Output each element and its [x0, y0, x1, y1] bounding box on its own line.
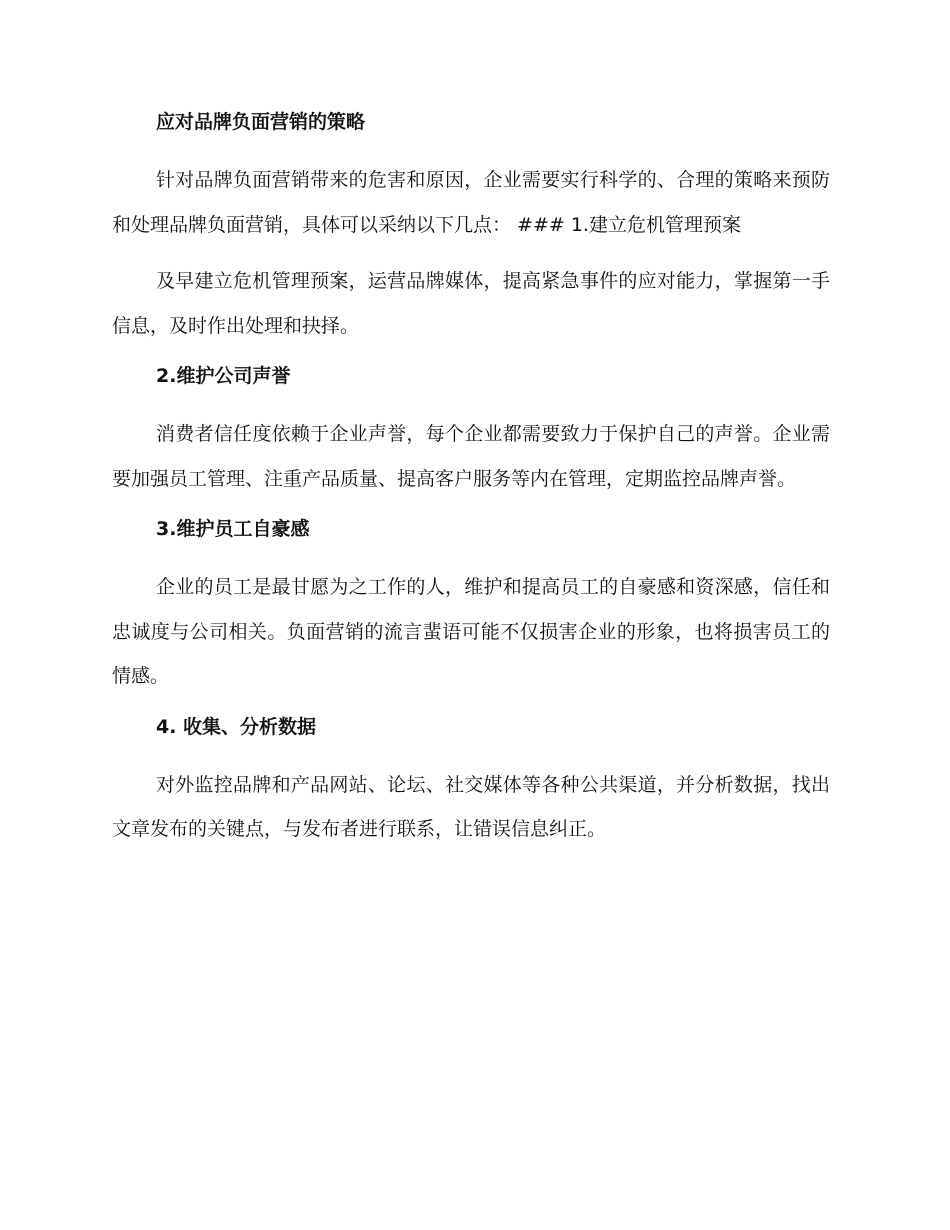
paragraph-crisis-plan: 及早建立危机管理预案，运营品牌媒体，提高紧急事件的应对能力，掌握第一手信息，及时作出处理和抉择。	[112, 270, 830, 337]
paragraph-employee-pride: 企业的员工是最甘愿为之工作的人，维护和提高员工的自豪感和资深感，信任和忠诚度与公司相关。负面营销的流言蜚语可能不仅损害企业的形象，也将损害员工的情感。	[112, 576, 830, 687]
paragraph-data: 对外监控品牌和产品网站、论坛、社交媒体等各种公共渠道，并分析数据，找出文章发布的关键点，与发布者进行联系，让错误信息纠正。	[112, 773, 830, 840]
paragraph-reputation: 消费者信任度依赖于企业声誉，每个企业都需要致力于保护自己的声誉。企业需要加强员工管理、注重产品质量、提高客户服务等内在管理，定期监控品牌声誉。	[112, 423, 830, 490]
section-heading-reputation: 2.维护公司声誉	[156, 365, 291, 387]
section-heading-employee-pride: 3.维护员工自豪感	[156, 518, 310, 540]
section-heading-data: 4. 收集、分析数据	[156, 715, 317, 738]
section-heading-strategy: 应对品牌负面营销的策略	[156, 111, 366, 133]
paragraph-strategy-intro: 针对品牌负面营销带来的危害和原因，企业需要实行科学的、合理的策略来预防和处理品牌负面营销，具体可以采纳以下几点： ### 1.建立危机管理预案	[112, 169, 830, 236]
document-page	[112, 106, 830, 862]
